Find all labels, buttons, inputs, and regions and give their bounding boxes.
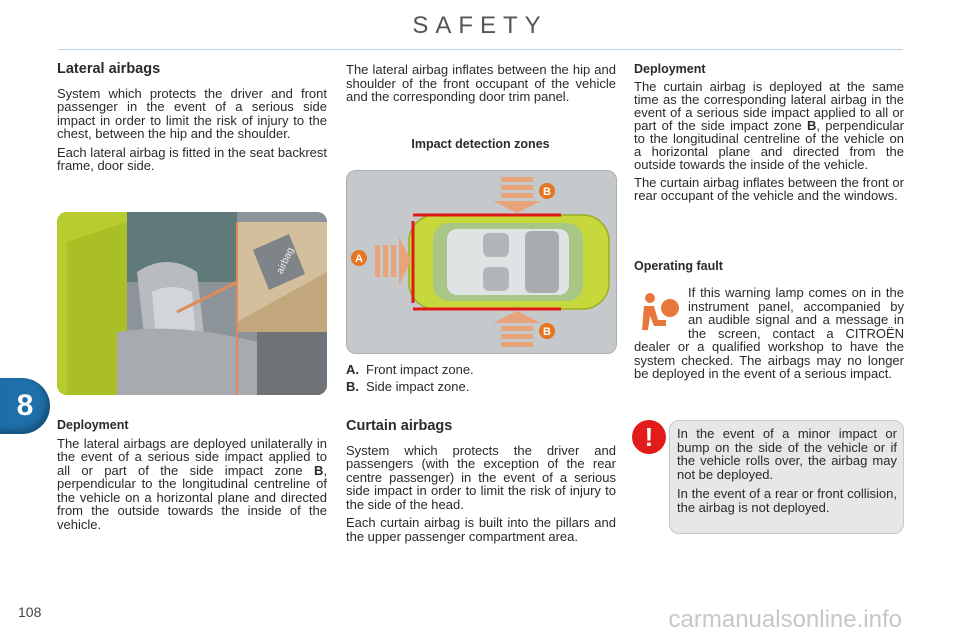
chapter-tab: 8 (0, 378, 50, 434)
lateral-deployment-text-a: The lateral airbags are deployed unilaterally in the event of a serious side impact applied to all or part of the side impact zone (57, 435, 327, 478)
exclamation-icon: ! (632, 420, 666, 454)
warning-paragraph-rear-front: In the event of a rear or front collision, the airbag is not deployed. (677, 486, 897, 515)
curtain-deployment-heading: Deployment (634, 62, 706, 76)
lateral-airbags-location: Each lateral airbag is fitted in the seat backrest frame, door side. (57, 144, 327, 173)
page-number: 108 (18, 604, 42, 620)
warning-text (677, 427, 897, 520)
warning-paragraph-minor-impact: In the event of a minor impact or bump on the side of the vehicle or if the vehicle rolls over, the airbag may not be deployed. (677, 426, 897, 482)
zone-legend-text: Side impact zone. (366, 379, 470, 394)
lateral-airbags-intro: System which protects the driver and front passenger in the event of a serious side impact in order to limit the risk of injury to the chest, between the hip and the shoulder. (57, 85, 327, 141)
curtain-airbags-location: Each curtain airbag is built into the pillars and the upper passenger compartment area. (346, 515, 616, 544)
title-rule (58, 49, 903, 50)
page-title: SAFETY (412, 12, 548, 39)
curtain-deployment-zone-letter: B (807, 118, 817, 133)
fault-icon-spacer (634, 286, 688, 340)
column-lateral-deployment (57, 419, 327, 536)
operating-fault-text (634, 286, 904, 381)
diagram-title: Impact detection zones (411, 137, 550, 151)
zone-legend (346, 361, 474, 395)
seat-airbag-illustration (57, 212, 327, 395)
curtain-airbags-intro: System which protects the driver and passengers (with the exception of the rear centre passenger) in the event of a serious side impact in order to limit the risk of injury to the side of the head. (346, 442, 616, 512)
car-top-view (347, 171, 616, 353)
lateral-deployment-text-c: , perpendicular to the longitudinal centreline of the vehicle on a horizontal plane and directed from the outside towards the inside of the vehicle. (57, 462, 327, 532)
curtain-airbags-heading: Curtain airbags (346, 418, 453, 434)
operating-fault-heading: Operating fault (634, 259, 723, 273)
zone-legend-item-b (346, 378, 474, 395)
curtain-deployment-text-a: The curtain airbag is deployed at the same time as the corresponding lateral airbag in the event of a serious side impact applied to all or part of the side impact zone (634, 79, 904, 133)
zone-marker-b-top: B (543, 186, 551, 198)
zone-marker-a: A (355, 253, 363, 265)
lateral-deployment-zone-letter: B (313, 462, 324, 478)
zone-legend-letter: A. (346, 362, 359, 377)
lateral-deployment-text (57, 437, 327, 532)
column-lateral-inflation (346, 63, 616, 109)
seat-airbag-photo (57, 212, 327, 395)
zone-legend-item-a (346, 361, 474, 378)
zone-marker-b-bottom: B (543, 326, 551, 338)
curtain-inflation-text: The curtain airbag inflates between the front or rear occupant of the vehicle and the windows. (634, 175, 904, 203)
lateral-deployment-heading: Deployment (57, 418, 129, 432)
lateral-inflation-text: The lateral airbag inflates between the hip and shoulder of the front occupant of the vehicle and the corresponding door trim panel. (346, 62, 616, 104)
column-lateral-airbags (57, 63, 327, 178)
column-curtain-deployment (634, 63, 904, 207)
lateral-airbags-heading: Lateral airbags (57, 61, 161, 77)
zone-legend-letter: B. (346, 379, 359, 394)
column-curtain-airbags (346, 420, 616, 548)
operating-fault-paragraph: If this warning lamp comes on in the instrument panel, accompanied by an audible signal and a message in the screen, contact a CITROËN dealer or a qualified workshop to have the system checked. The airbags may no longer be deployed in the event of a serious impact. (634, 285, 904, 381)
airbag-label: airbag (274, 245, 297, 276)
watermark: carmanualsonline.info (668, 606, 902, 633)
impact-zones-diagram (346, 170, 617, 354)
curtain-deployment-text-c: , perpendicular to the longitudinal centreline of the vehicle on a horizontal plane and directed from the outside towards the inside of the vehicle. (634, 118, 905, 172)
curtain-deployment-text (634, 80, 904, 171)
zone-legend-text: Front impact zone. (366, 362, 474, 377)
